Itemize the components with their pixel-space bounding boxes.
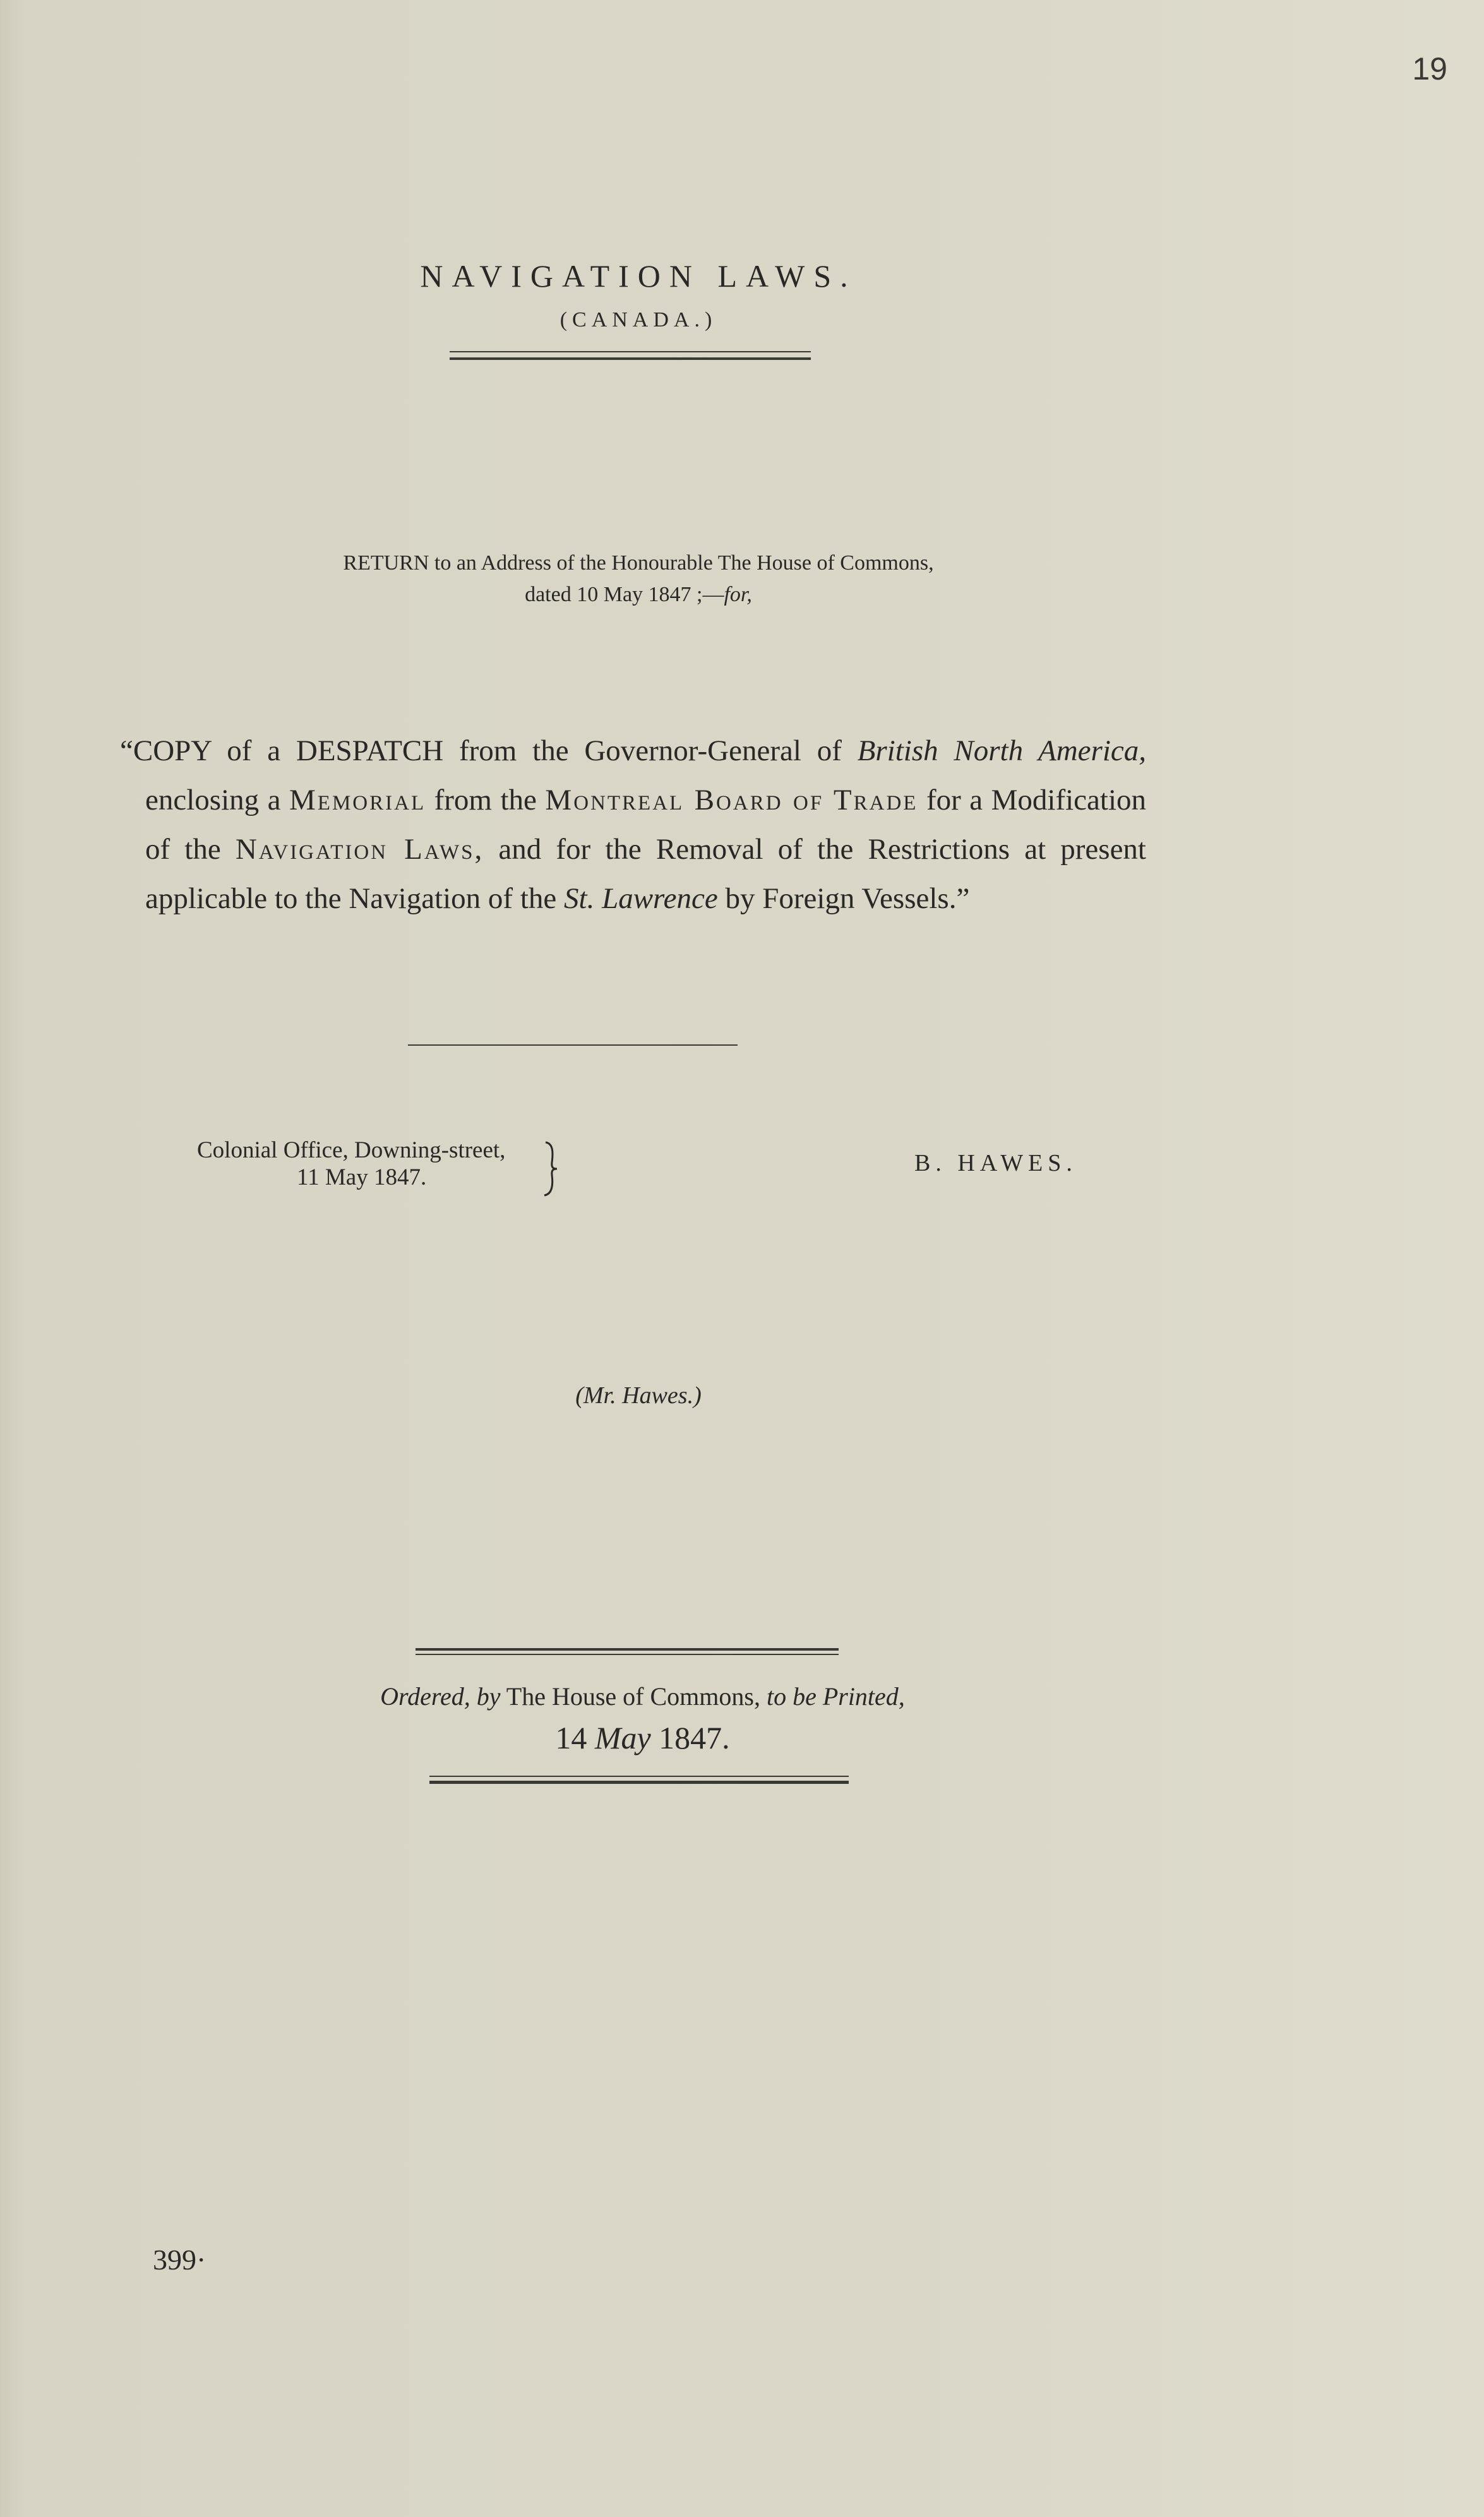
despatch-board: Montreal Board of Trade <box>545 784 918 816</box>
title-rule-thick <box>450 357 811 360</box>
title-rule-thin <box>450 351 811 352</box>
ordered-rule-top-thick <box>416 1648 839 1651</box>
document-subtitle: (CANADA.) <box>559 308 717 332</box>
document-title: NAVIGATION LAWS. <box>420 258 857 294</box>
despatch-text-3: from the <box>426 784 546 816</box>
open-quote: “ <box>120 734 133 767</box>
ordered-house: The House of Commons, <box>500 1682 767 1711</box>
ordered-rule-bottom-thick <box>429 1781 849 1784</box>
despatch-paragraph <box>120 726 1146 923</box>
despatch-text-1: COPY of a DESPATCH from the Governor-General of <box>133 734 858 767</box>
page-number: 19 <box>1412 51 1447 87</box>
despatch-laws: Navigation Laws, <box>235 833 484 866</box>
ordered-line <box>0 1682 1285 1711</box>
return-line-2 <box>0 583 1277 607</box>
ordered-printed: to be Printed, <box>766 1682 905 1711</box>
despatch-italic-2: St. Lawrence <box>564 882 718 915</box>
section-rule <box>408 1044 738 1046</box>
ordered-rule-bottom-thin <box>429 1776 849 1777</box>
signature: B. HAWES. <box>914 1150 1077 1176</box>
location-line-1: Colonial Office, Downing-street, <box>197 1137 506 1163</box>
despatch-text-5: and for the Removal of the Restrictions at present applicable to the Navigation of the <box>145 833 1146 915</box>
sheet-number: 399· <box>153 2244 206 2276</box>
ordered-by: Ordered, by <box>380 1682 501 1711</box>
despatch-text-2: enclosing a <box>145 784 289 816</box>
ordered-rule-top-thin <box>416 1654 839 1655</box>
return-line-1: RETURN to an Address of the Honourable The House of Commons, <box>343 551 934 575</box>
return-for: for, <box>724 583 752 606</box>
location-line-2: 11 May 1847. <box>297 1164 427 1190</box>
mover-name: (Mr. Hawes.) <box>575 1382 702 1409</box>
return-date: dated 10 May 1847 ;— <box>525 583 724 606</box>
despatch-italic-1: British North America, <box>857 734 1146 767</box>
location-brace <box>542 1140 561 1197</box>
despatch-memorial: Memorial <box>289 784 426 816</box>
despatch-text-6: by Foreign Vessels.” <box>717 882 970 915</box>
ordered-year: 1847. <box>650 1720 730 1755</box>
ordered-date <box>0 1719 1285 1756</box>
despatch-text-4: for a Modification of the <box>145 784 1147 866</box>
ordered-day: 14 <box>555 1720 595 1755</box>
ordered-month: May <box>594 1720 651 1755</box>
